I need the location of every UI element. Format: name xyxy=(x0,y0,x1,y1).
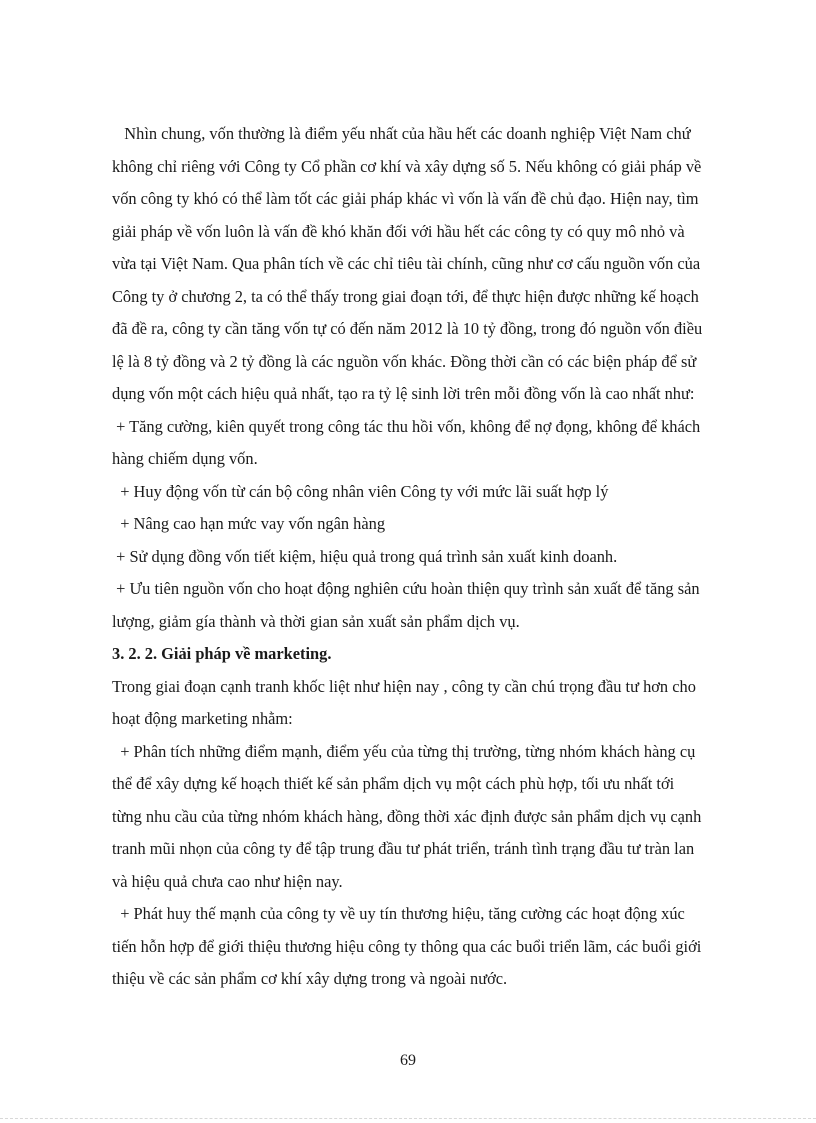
text-line: + Phân tích những điểm mạnh, điểm yếu của từng thị trường, từng nhóm khách hàng cụ xyxy=(112,741,696,761)
text-line: và hiệu quả chưa cao như hiện nay. xyxy=(112,871,343,891)
text-line: vừa tại Việt Nam. Qua phân tích về các chỉ tiêu tài chính, cũng như cơ cấu nguồn vốn của xyxy=(112,254,701,273)
page-number: 69 xyxy=(400,1052,416,1069)
text-line: giải pháp về vốn luôn là vấn đề khó khăn đối với hầu hết các công ty có quy mô nhỏ và xyxy=(112,221,685,241)
text-line: + Ưu tiên nguồn vốn cho hoạt động nghiên cứu hoàn thiện quy trình sản xuất để tăng sản xyxy=(112,579,700,598)
text-line: lệ là 8 tỷ đồng và 2 tỷ đồng là các nguồn vốn khác. Đồng thời cần có các biện pháp để sử xyxy=(112,351,697,371)
section-heading: 3. 2. 2. Giải pháp về marketing. xyxy=(112,644,332,663)
text-line: hàng chiếm dụng vốn. xyxy=(112,449,258,468)
text-line: Trong giai đoạn cạnh tranh khốc liệt như hiện nay , công ty cần chú trọng đầu tư hơn cho xyxy=(112,676,696,696)
text-line: lượng, giảm gía thành và thời gian sản xuất sản phẩm dịch vụ. xyxy=(112,611,520,631)
document-body xyxy=(112,118,752,996)
text-line: + Tăng cường, kiên quyết trong công tác thu hồi vốn, không để nợ đọng, không để khách xyxy=(112,416,701,436)
text-line: không chỉ riêng với Công ty Cổ phần cơ khí và xây dựng số 5. Nếu không có giải pháp về xyxy=(112,156,702,176)
text-line: hoạt động marketing nhằm: xyxy=(112,709,293,728)
text-line: thể để xây dựng kế hoạch thiết kế sản phẩm dịch vụ một cách phù hợp, tối ưu nhất tới xyxy=(112,774,675,793)
text-line: + Huy động vốn từ cán bộ công nhân viên Công ty với mức lãi suất hợp lý xyxy=(112,481,609,501)
text-line: dụng vốn một cách hiệu quả nhất, tạo ra tỷ lệ sinh lời trên mỗi đồng vốn là cao nhất như: xyxy=(112,384,695,403)
text-line: tranh mũi nhọn của công ty để tập trung đầu tư phát triển, tránh tình trạng đầu tư tràn lan xyxy=(112,839,695,858)
text-line: + Nâng cao hạn mức vay vốn ngân hàng xyxy=(112,514,386,533)
text-line: vốn công ty khó có thể làm tốt các giải pháp khác vì vốn là vấn đề chủ đạo. Hiện nay, tìm xyxy=(112,189,699,208)
page-bottom-divider xyxy=(0,1118,816,1119)
text-line: thiệu về các sản phẩm cơ khí xây dựng trong và ngoài nước. xyxy=(112,969,508,988)
text-line: từng nhu cầu của từng nhóm khách hàng, đồng thời xác định được sản phẩm dịch vụ cạnh xyxy=(112,806,702,826)
text-line: + Phát huy thế mạnh của công ty về uy tín thương hiệu, tăng cường các hoạt động xúc xyxy=(112,904,685,923)
text-line: Nhìn chung, vốn thường là điểm yếu nhất của hầu hết các doanh nghiệp Việt Nam chứ xyxy=(112,124,691,143)
text-line: đã đề ra, công ty cần tăng vốn tự có đến năm 2012 là 10 tỷ đồng, trong đó nguồn vốn điều xyxy=(112,319,703,338)
text-line: + Sử dụng đồng vốn tiết kiệm, hiệu quả trong quá trình sản xuất kinh doanh. xyxy=(112,546,618,566)
text-line: Công ty ở chương 2, ta có thể thấy trong giai đoạn tới, để thực hiện được những kế hoạch xyxy=(112,286,699,306)
text-line: tiến hỗn hợp để giới thiệu thương hiệu công ty thông qua các buổi triển lãm, các buổi giới xyxy=(112,936,702,956)
